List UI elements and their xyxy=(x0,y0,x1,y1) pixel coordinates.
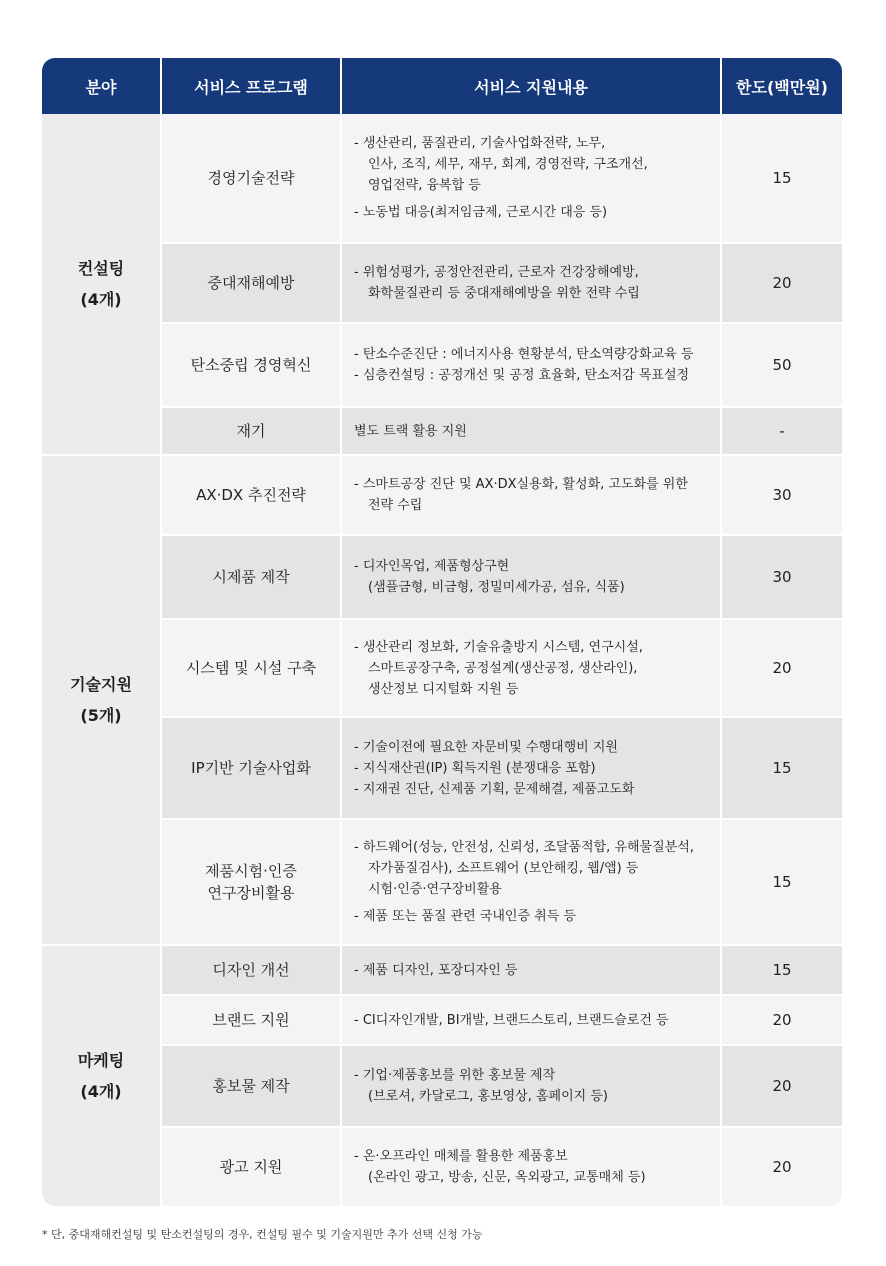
program-name xyxy=(191,757,311,779)
category-label xyxy=(70,669,132,731)
limit-value: 30 xyxy=(772,486,792,504)
content-cell xyxy=(342,456,720,534)
footnote: * 단, 중대재해컨설팅 및 탄소컨설팅의 경우, 컨설팅 필수 및 기술지원만 추가 선택 신청 가능 xyxy=(42,1228,483,1241)
table-row xyxy=(162,820,842,944)
content-block xyxy=(354,837,694,900)
limit-value: 15 xyxy=(772,961,792,979)
content-line: 화학물질관리 등 중대재해예방을 위한 전략 수립 xyxy=(368,286,640,301)
content-line: - 스마트공장 진단 및 AX·DX실용화, 활성화, 고도화를 위한 xyxy=(354,477,688,492)
category-label-line: (4개) xyxy=(80,290,122,309)
content-line: - 기업·제품홍보를 위한 홍보물 제작 xyxy=(354,1068,556,1083)
content-cell xyxy=(342,946,720,994)
program-name xyxy=(212,1009,289,1031)
content-block xyxy=(354,1010,669,1031)
content-line: 생산정보 디지털화 지원 등 xyxy=(368,681,519,697)
limit-value: 20 xyxy=(772,1077,792,1095)
program-cell xyxy=(162,1046,340,1126)
program-cell xyxy=(162,996,340,1044)
content-cell xyxy=(342,1046,720,1126)
content-block xyxy=(354,637,643,700)
content-text xyxy=(354,344,693,386)
limit-cell xyxy=(722,718,842,818)
program-name-line: 경영기술전략 xyxy=(207,169,295,187)
table-row xyxy=(162,244,842,322)
content-line: 자가품질검사), 소프트웨어 (보안해킹, 웹/앱) 등 xyxy=(368,861,639,876)
table-row xyxy=(162,718,842,818)
limit-value: 50 xyxy=(772,356,792,374)
limit-cell xyxy=(722,1128,842,1206)
limit-cell xyxy=(722,946,842,994)
program-name xyxy=(212,959,289,981)
program-cell xyxy=(162,456,340,534)
program-cell xyxy=(162,408,340,454)
program-cell xyxy=(162,620,340,716)
table-row xyxy=(162,946,842,994)
program-name-line: 디자인 개선 xyxy=(212,961,290,979)
table-body xyxy=(42,114,842,1206)
content-block xyxy=(354,556,625,598)
content-cell xyxy=(342,114,720,242)
content-block xyxy=(354,960,518,981)
content-cell xyxy=(342,996,720,1044)
content-block xyxy=(354,421,467,442)
table-row xyxy=(162,536,842,618)
program-cell xyxy=(162,244,340,322)
content-line: - 디자인목업, 제품형상구현 xyxy=(354,559,510,574)
table-row xyxy=(162,114,842,242)
program-name xyxy=(191,354,312,376)
category-label xyxy=(78,1045,124,1107)
limit-value: 20 xyxy=(772,274,792,292)
program-name-line: IP기반 기술사업화 xyxy=(191,759,311,777)
table-row xyxy=(162,456,842,534)
program-cell xyxy=(162,946,340,994)
limit-value: 20 xyxy=(772,1158,792,1176)
limit-cell xyxy=(722,244,842,322)
table-row xyxy=(162,1046,842,1126)
program-name-line: 제품시험·인증 xyxy=(205,862,297,880)
content-line: 전략 수립 xyxy=(368,498,423,513)
content-cell xyxy=(342,718,720,818)
content-cell xyxy=(342,820,720,944)
program-name xyxy=(212,1075,289,1097)
content-line: 인사, 조직, 세무, 재무, 회계, 경영전략, 구조개선, xyxy=(368,157,648,172)
table-row xyxy=(162,408,842,454)
limit-value: 15 xyxy=(772,759,792,777)
content-cell xyxy=(342,620,720,716)
header-program: 서비스 프로그램 xyxy=(194,77,308,97)
content-text xyxy=(354,1146,646,1188)
content-line: 영업전략, 융복합 등 xyxy=(368,178,481,193)
service-table xyxy=(42,58,842,1206)
content-line: - 탄소수준진단 : 에너지사용 현황분석, 탄소역량강화교육 등 xyxy=(354,347,694,362)
program-name-line: AX·DX 추진전략 xyxy=(196,486,306,504)
program-name-line: 재기 xyxy=(236,422,266,440)
limit-cell xyxy=(722,820,842,944)
program-name-line: 시스템 및 시설 구축 xyxy=(185,659,317,677)
content-line: - 기술이전에 필요한 자문비및 수행대행비 지원 xyxy=(354,739,618,755)
content-line: - 위험성평가, 공정안전관리, 근로자 건강장해예방, xyxy=(354,265,639,280)
content-cell xyxy=(342,408,720,454)
content-block xyxy=(354,202,648,223)
category-label-line: (4개) xyxy=(80,1082,122,1101)
category-cell xyxy=(42,456,160,944)
program-cell xyxy=(162,820,340,944)
limit-value: - xyxy=(779,422,785,440)
table-header xyxy=(42,58,842,114)
category-label-line: 마케팅 xyxy=(77,1051,125,1070)
content-line: - 지식재산권(IP) 획득지원 (분쟁대응 포함) xyxy=(354,760,596,776)
program-name xyxy=(212,566,289,588)
content-line: (온라인 광고, 방송, 신문, 옥외광고, 교통매체 등) xyxy=(368,1170,646,1185)
limit-value: 15 xyxy=(772,169,792,187)
content-line: 시험·인증·연구장비활용 xyxy=(368,882,502,897)
content-block xyxy=(354,1065,608,1107)
header-field: 분야 xyxy=(85,77,117,97)
content-block xyxy=(354,1146,646,1188)
program-name xyxy=(237,420,266,442)
content-text xyxy=(354,960,518,981)
limit-cell xyxy=(722,114,842,242)
content-text xyxy=(354,1010,669,1031)
program-cell xyxy=(162,718,340,818)
program-name-line: 연구장비활용 xyxy=(207,884,295,902)
program-name-line: 중대재해예방 xyxy=(207,274,295,292)
category-label-line: 기술지원 xyxy=(70,675,132,694)
program-cell xyxy=(162,324,340,406)
content-line: (브로셔, 카달로그, 홍보영상, 홈페이지 등) xyxy=(368,1089,608,1104)
content-line: 스마트공장구축, 공정설계(생산공정, 생산라인), xyxy=(368,660,638,676)
limit-cell xyxy=(722,408,842,454)
content-cell xyxy=(342,244,720,322)
limit-cell xyxy=(722,620,842,716)
program-cell xyxy=(162,1128,340,1206)
content-block xyxy=(354,133,648,196)
program-name xyxy=(208,167,295,189)
limit-cell xyxy=(722,456,842,534)
program-name-line: 홍보물 제작 xyxy=(212,1077,290,1095)
limit-value: 20 xyxy=(772,1011,792,1029)
program-name xyxy=(220,1156,283,1178)
category-cell xyxy=(42,114,160,454)
content-line: (샘플금형, 비금형, 정밀미세가공, 섬유, 식품) xyxy=(368,580,625,595)
content-cell xyxy=(342,1128,720,1206)
content-block xyxy=(354,906,694,927)
content-text xyxy=(354,421,467,442)
table-row xyxy=(162,1128,842,1206)
content-line: - CI디자인개발, BI개발, 브랜드스토리, 브랜드슬로건 등 xyxy=(354,1012,669,1028)
content-line: - 지재권 진단, 신제품 기획, 문제해결, 제품고도화 xyxy=(354,781,635,797)
program-name-line: 광고 지원 xyxy=(219,1158,283,1176)
content-line: - 제품 또는 품질 관련 국내인증 취득 등 xyxy=(354,909,576,924)
program-cell xyxy=(162,114,340,242)
category-label xyxy=(78,253,124,315)
program-name xyxy=(186,657,316,679)
table-row xyxy=(162,620,842,716)
limit-value: 15 xyxy=(772,873,792,891)
content-block xyxy=(354,474,688,516)
content-block xyxy=(354,262,640,304)
content-cell xyxy=(342,324,720,406)
content-block xyxy=(354,737,634,800)
content-text xyxy=(354,262,640,304)
content-text xyxy=(354,637,643,700)
limit-cell xyxy=(722,1046,842,1126)
category-label-line: 컨설팅 xyxy=(77,259,125,278)
content-text xyxy=(354,837,694,927)
program-name-line: 시제품 제작 xyxy=(212,568,290,586)
content-line: - 온·오프라인 매체를 활용한 제품홍보 xyxy=(354,1149,568,1164)
program-name xyxy=(196,484,306,506)
content-text xyxy=(354,556,625,598)
category-label-line: (5개) xyxy=(80,706,122,725)
header-limit: 한도(백만원) xyxy=(736,77,828,97)
content-text xyxy=(354,133,648,223)
table-row xyxy=(162,324,842,406)
limit-cell xyxy=(722,996,842,1044)
limit-cell xyxy=(722,324,842,406)
content-text xyxy=(354,1065,608,1107)
header-content: 서비스 지원내용 xyxy=(474,77,588,97)
program-name-line: 브랜드 지원 xyxy=(212,1011,290,1029)
content-cell xyxy=(342,536,720,618)
limit-value: 30 xyxy=(772,568,792,586)
program-name-line: 탄소중립 경영혁신 xyxy=(190,356,312,374)
content-text xyxy=(354,474,688,516)
program-cell xyxy=(162,536,340,618)
limit-value: 20 xyxy=(772,659,792,677)
content-block xyxy=(354,344,693,386)
content-line: - 심층컨설팅 : 공정개선 및 공정 효율화, 탄소저감 목표설정 xyxy=(354,368,690,383)
limit-cell xyxy=(722,536,842,618)
content-text xyxy=(354,737,634,800)
content-line: 별도 트랙 활용 지원 xyxy=(354,423,467,439)
program-name xyxy=(208,272,295,294)
category-cell xyxy=(42,946,160,1206)
table-row xyxy=(162,996,842,1044)
content-line: - 노동법 대응(최저임금제, 근로시간 대응 등) xyxy=(354,205,608,220)
content-line: - 생산관리, 품질관리, 기술사업화전략, 노무, xyxy=(354,136,606,151)
content-line: - 생산관리 정보화, 기술유출방지 시스템, 연구시설, xyxy=(354,639,643,655)
content-line: - 제품 디자인, 포장디자인 등 xyxy=(354,962,518,978)
program-name xyxy=(205,860,297,904)
content-line: - 하드웨어(성능, 안전성, 신뢰성, 조달품적합, 유해물질분석, xyxy=(354,840,694,855)
